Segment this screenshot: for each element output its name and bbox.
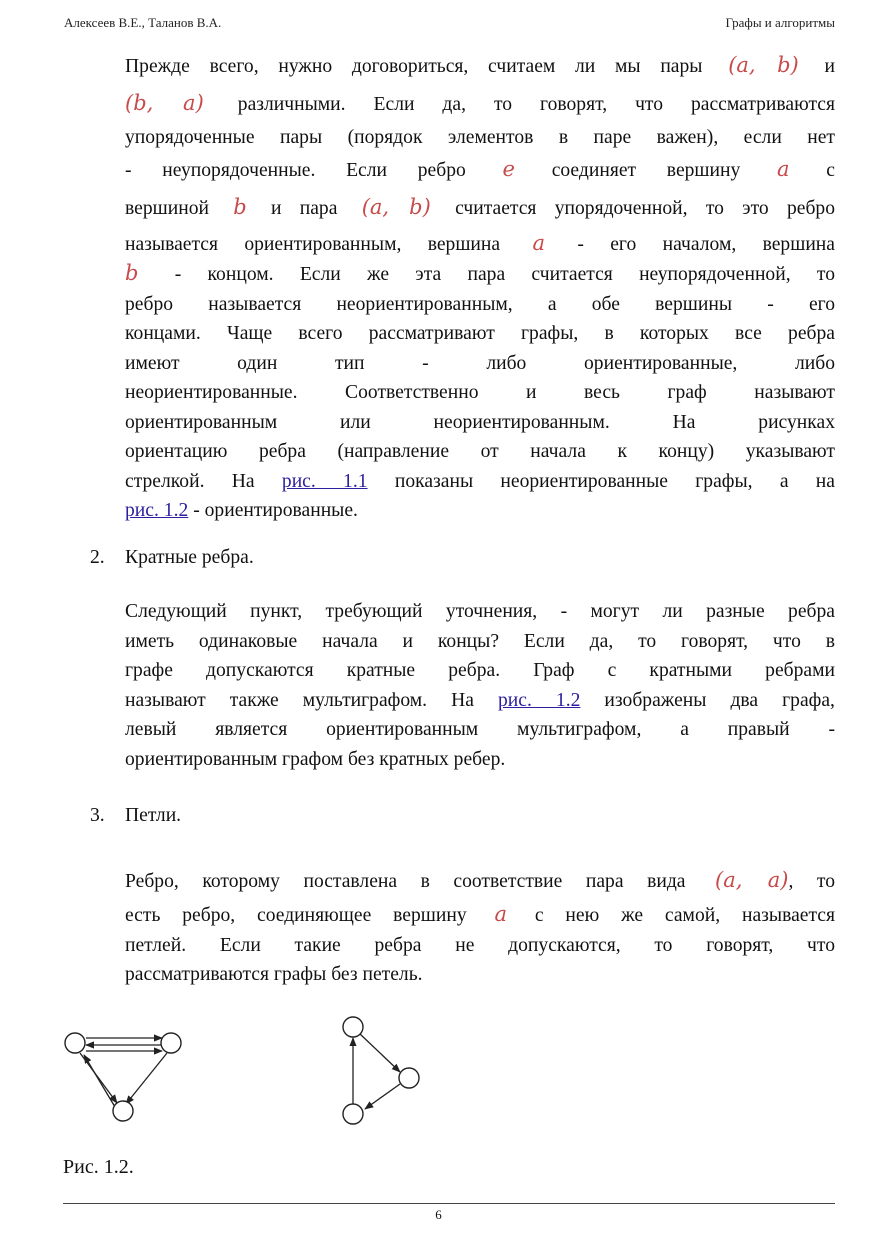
formula-e: e xyxy=(502,156,515,181)
list-number: 2. xyxy=(90,547,105,568)
text-line xyxy=(125,900,835,931)
text-run: графе допускаются кратные ребра. Граф с кратными ребрами xyxy=(125,660,835,681)
graph-node xyxy=(113,1101,133,1121)
edge-left-bottom-2 xyxy=(84,1055,115,1107)
figure-caption: Рис. 1.2. xyxy=(63,1156,134,1178)
text-line xyxy=(125,715,835,745)
graph-node xyxy=(343,1104,363,1124)
link-fig-1-2[interactable]: рис. 1.2 xyxy=(497,689,581,711)
text-line xyxy=(125,85,835,123)
link-fig-1-2[interactable]: рис. 1.2 xyxy=(125,500,189,521)
text-run: различными. Если да, то говорят, что рассматриваются xyxy=(237,94,835,115)
text-line xyxy=(125,349,835,379)
edge-right-bottom xyxy=(365,1084,400,1109)
formula-b: b xyxy=(125,261,139,285)
text-run: , то xyxy=(788,871,835,892)
text-run: Следующий пункт, требующий уточнения, - могут ли разные ребра xyxy=(125,601,835,622)
formula-a-b: (a, b) xyxy=(728,53,799,77)
text-run: Ребро, которому поставлена в соответствие пара вида xyxy=(125,871,686,892)
text-run: концами. Чаще всего рассматривают графы, в которых все ребра xyxy=(125,323,835,344)
text-line xyxy=(125,656,835,686)
text-run: - его началом, вершина xyxy=(577,233,835,255)
text-line xyxy=(125,378,835,408)
text-run: показаны неориентированные графы, а на xyxy=(394,470,835,492)
text-line xyxy=(125,408,835,438)
text-run: Прежде всего, нужно договориться, считаем ли мы пары xyxy=(125,56,703,77)
text-line xyxy=(125,437,835,467)
list-item-3-heading xyxy=(90,802,181,830)
text-run: ориентированным или неориентированным. На рисунках xyxy=(125,411,835,433)
text-run: с нею же самой, называется xyxy=(534,905,835,926)
text-run: вершиной xyxy=(125,197,209,219)
text-run: - концом. Если же эта пара считается неупорядоченной, то xyxy=(174,264,835,285)
text-run: с xyxy=(826,159,835,181)
text-run: изображены два графа, xyxy=(604,689,835,711)
footer-divider xyxy=(63,1203,835,1204)
left-directed-multigraph xyxy=(55,1015,195,1130)
formula-b: b xyxy=(233,194,247,219)
edge-top-right xyxy=(360,1034,400,1072)
text-run: - ориентированные. xyxy=(193,500,358,521)
text-line xyxy=(125,123,835,153)
text-run: есть ребро, соединяющее вершину xyxy=(125,905,467,926)
text-run: имеют один тип - либо ориентированные, либо xyxy=(125,352,835,374)
edge-right-bottom xyxy=(126,1053,167,1104)
text-line xyxy=(125,290,835,320)
loops-paragraph xyxy=(125,862,835,990)
text-run: ориентацию ребра (направление от начала к концу) указывают xyxy=(125,441,835,462)
text-line xyxy=(125,187,835,229)
text-line xyxy=(125,259,835,290)
edge-left-bottom-1 xyxy=(80,1053,117,1103)
text-run: левый является ориентированным мультиграфом, а правый - xyxy=(125,719,835,740)
running-head-authors: Алексеев В.Е., Таланов В.А. xyxy=(64,15,222,30)
text-line xyxy=(125,686,835,716)
running-head-book-title: Графы и алгоритмы xyxy=(725,15,835,30)
text-line xyxy=(125,745,835,775)
graph-node xyxy=(343,1017,363,1037)
text-line xyxy=(125,862,835,900)
text-line xyxy=(125,229,835,260)
list-number: 3. xyxy=(90,805,105,826)
graph-node xyxy=(161,1033,181,1053)
list-heading: Кратные ребра. xyxy=(125,547,254,568)
formula-a: a xyxy=(494,902,508,926)
text-line xyxy=(125,467,835,497)
formula-b-a: (b, a) xyxy=(125,91,204,115)
list-item-2-heading xyxy=(90,544,254,572)
text-run: называют также мультиграфом. На xyxy=(125,689,474,711)
multiple-edges-paragraph xyxy=(125,597,835,774)
text-line xyxy=(125,931,835,961)
graph-node xyxy=(65,1033,85,1053)
text-line xyxy=(125,153,835,187)
right-directed-graph xyxy=(335,1010,430,1130)
formula-a-b: (a, b) xyxy=(361,194,431,219)
text-run: упорядоченные пары (порядок элементов в паре важен), если нет xyxy=(125,127,835,148)
text-line xyxy=(125,960,835,990)
text-run: называется ориентированным, вершина xyxy=(125,233,501,255)
text-run: стрелкой. На xyxy=(125,470,255,492)
formula-a: a xyxy=(532,230,545,255)
graph-node xyxy=(399,1068,419,1088)
text-run: петлей. Если такие ребра не допускаются, то говорят, что xyxy=(125,934,835,956)
text-run: ориентированным графом без кратных ребер. xyxy=(125,748,506,770)
text-run: неориентированные. Соответственно и весь граф называют xyxy=(125,382,835,403)
text-line xyxy=(125,47,835,85)
text-run: иметь одинаковые начала и концы? Если да, то говорят, что в xyxy=(125,630,835,652)
text-line xyxy=(125,496,835,526)
text-run: соединяет вершину xyxy=(551,159,741,181)
text-run: и пара xyxy=(271,197,338,219)
text-line xyxy=(125,597,835,627)
text-line xyxy=(125,627,835,657)
text-run: ребро называется неориентированным, а обе вершины - его xyxy=(125,293,835,315)
intro-paragraph xyxy=(125,47,835,526)
page-number: 6 xyxy=(435,1207,442,1222)
link-fig-1-1[interactable]: рис. 1.1 xyxy=(281,470,368,492)
text-run: - неупорядоченные. Если ребро xyxy=(125,159,466,181)
text-line xyxy=(125,319,835,349)
text-run: рассматриваются графы без петель. xyxy=(125,964,423,985)
text-run: считается упорядоченной, то это ребро xyxy=(455,197,836,219)
formula-a-a: (a, a) xyxy=(715,868,789,892)
formula-a: a xyxy=(777,156,790,181)
list-heading: Петли. xyxy=(125,805,182,826)
text-run: и xyxy=(824,56,835,77)
